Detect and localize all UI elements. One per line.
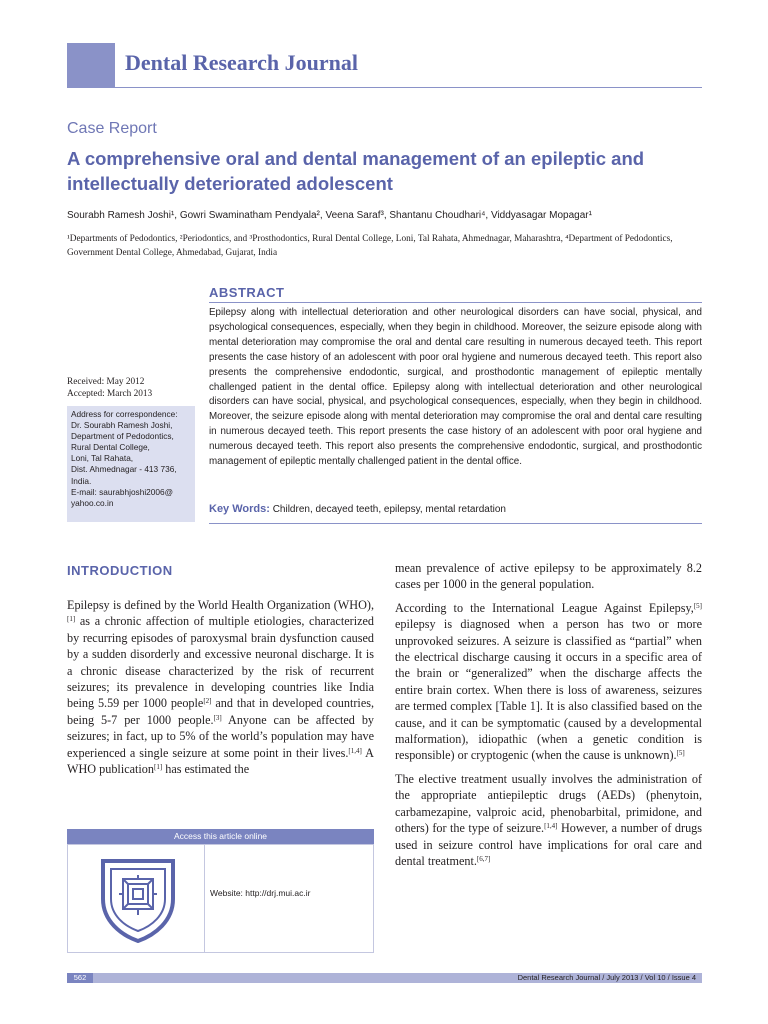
correspondence-line: Loni, Tal Rahata, bbox=[71, 453, 134, 464]
access-box-divider bbox=[204, 844, 205, 953]
article-type: Case Report bbox=[67, 120, 157, 137]
accepted-date: Accepted: March 2013 bbox=[67, 389, 153, 399]
journal-logo-icon bbox=[95, 855, 181, 943]
abstract-text: Epilepsy along with intellectual deterioration and other neurological disorders can have social, physical, and psychological consequences, especially, when they begin in childhood. Moreover, the seizure episode along with mental deterioration may compromise the oral and dental care resulting in numerous decayed teeth. This report presents the case history of an adolescent with poor oral hygiene and numerous decayed teeth. This report also presents the comprehensive endodontic, surgical, and prosthodontic management of epileptic mentally challenged patient in the dental office. Epilepsy along with intellectual deterioration and other neurological disorders can have social, physical, and psychological consequences, especially, when they begin in childhood. Moreover, the seizure episode along with mental deterioration may compromise the oral and dental care resulting in numerous decayed teeth. This report presents the case history of an adolescent with poor oral hygiene and numerous decayed teeth. This report also presents the comprehensive endodontic, surgical, and prosthodontic management of epileptic mentally challenged patient in the dental office. bbox=[209, 307, 702, 468]
paragraph: The elective treatment usually involves the administration of the appropriate antiepileptic drugs (AEDs) (phenytoin, carbamezapine, valproic acid, phenobarbital, primidone, and others) for the type of seizure.[1,4] However, a number of drugs used in seizure control have implications for oral care and dental treatment.[6,7] bbox=[395, 771, 702, 868]
correspondence-line: Address for correspondence: bbox=[71, 409, 178, 419]
correspondence-line: Rural Dental College, bbox=[71, 442, 150, 453]
citation[interactable]: [1,4] bbox=[348, 746, 362, 755]
citation[interactable]: [1,4] bbox=[544, 822, 558, 831]
introduction-heading: INTRODUCTION bbox=[67, 563, 173, 578]
access-online-heading: Access this article online bbox=[67, 829, 374, 844]
citation[interactable]: [5] bbox=[676, 749, 685, 758]
keywords-list: Children, decayed teeth, epilepsy, mental retardation bbox=[272, 504, 506, 515]
citation[interactable]: [3] bbox=[213, 713, 222, 722]
article-title: A comprehensive oral and dental management of an epileptic and intellectually deteriorated adolescent bbox=[67, 148, 645, 194]
correspondence-line: Dist. Ahmednagar - 413 736, bbox=[71, 464, 177, 475]
paragraph: mean prevalence of active epilepsy to be approximately 8.2 cases per 1000 in the general population. bbox=[395, 561, 702, 592]
citation[interactable]: [1] bbox=[67, 615, 76, 624]
received-date: Received: May 2012 bbox=[67, 377, 145, 387]
keywords-label: Key Words: bbox=[209, 503, 270, 515]
citation[interactable]: [1] bbox=[154, 763, 163, 772]
website-link[interactable]: Website: http://drj.mui.ac.ir bbox=[210, 888, 311, 898]
abstract-heading: ABSTRACT bbox=[209, 285, 285, 300]
correspondence-email[interactable]: E-mail: saurabhjoshi2006@ bbox=[71, 486, 174, 497]
keywords-rule bbox=[209, 523, 702, 524]
header-rule bbox=[115, 87, 702, 88]
dates bbox=[67, 376, 152, 400]
journal-title: Dental Research Journal bbox=[125, 50, 359, 75]
introduction-paragraph: Epilepsy is defined by the World Health Organization (WHO),[1] as a chronic affection of multiple etiologies, characterized by recurring episodes of paroxysmal brain dysfunction caused by a sudden disorderly and excessive neuronal discharge. It is a chronic disease characterized by the risk of recurrent seizures; its prevalence in developing countries like India being 5.59 per 1000 people[2] and that in developed countries, being 5-7 per 1000 people.[3] Anyone can be affected by seizures; in fact, up to 5% of the world’s population may have experienced a single seizure at some point in their lives.[1,4] A WHO publication[1] has estimated the bbox=[67, 598, 375, 777]
correspondence-box bbox=[67, 406, 195, 522]
footer-citation: Dental Research Journal / July 2013 / Vol 10 / Issue 4 bbox=[517, 973, 696, 982]
keywords bbox=[209, 503, 506, 515]
correspondence-line: India. bbox=[71, 475, 92, 486]
header-accent-block bbox=[67, 43, 115, 88]
citation[interactable]: [2] bbox=[203, 697, 212, 706]
citation[interactable]: [5] bbox=[693, 601, 702, 610]
page-number: 562 bbox=[67, 973, 93, 983]
citation[interactable]: [6,7] bbox=[476, 854, 491, 863]
correspondence-line: Dr. Sourabh Ramesh Joshi, bbox=[71, 420, 173, 431]
paragraph: According to the International League Against Epilepsy,[5] epilepsy is diagnosed when a person has two or more unprovoked seizures. A seizure is classified as “partial” when the electrical discharge causing it occurs in a specific area of the brain or “generalized” when the discharge affects the entire brain cortex. When there is loss of awareness, seizures are termed complex [Table 1]. It is also classified based on the cause, and it can be symptomatic (caused by a developmental malformation), idiopathic (when a genetic condition is responsible) or cryptogenic (when the cause is unknown).[5] bbox=[395, 600, 702, 763]
abstract-rule bbox=[209, 302, 702, 303]
right-column bbox=[395, 560, 702, 876]
correspondence-line: Department of Pedodontics, bbox=[71, 431, 174, 442]
affiliations: ¹Departments of Pedodontics, ²Periodontics, and ³Prosthodontics, Rural Dental College, Loni, Tal Rahata, Ahmednagar, Maharashtra, ⁴Department of Pedodontics, Government Dental College, Ahmedabad, Gujarat, India bbox=[67, 234, 673, 258]
author-list: Sourabh Ramesh Joshi¹, Gowri Swaminatham Pendyala², Veena Saraf³, Shantanu Choudhari⁴, Viddyasagar Mopagar¹ bbox=[67, 210, 592, 221]
correspondence-email[interactable]: yahoo.co.in bbox=[71, 497, 114, 508]
